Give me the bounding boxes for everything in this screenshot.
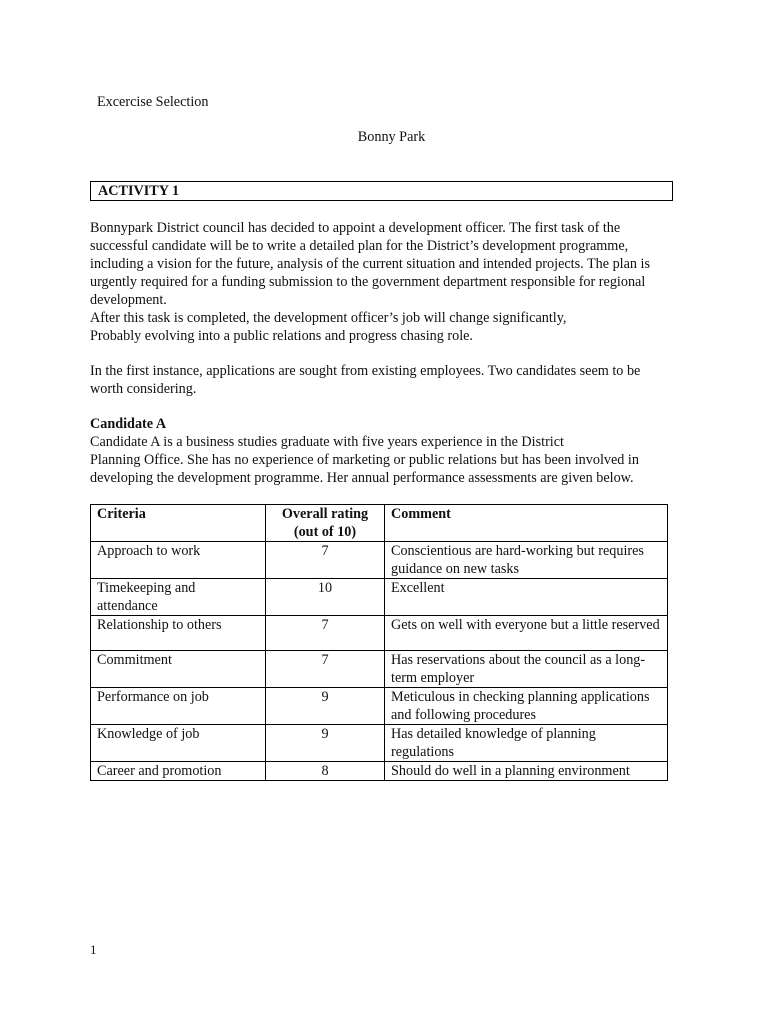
table-row [91,688,668,725]
paragraph-line: Candidate A is a business studies graduate with five years experience in the District [90,434,564,450]
rating-cell: 7 [266,542,385,579]
rating-cell: 8 [266,762,385,781]
comment-cell: Gets on well with everyone but a little reserved [385,616,668,651]
table-row [91,651,668,688]
table-row [91,542,668,579]
candidate-paragraph [90,433,690,487]
applications-paragraph [90,362,690,398]
intro-paragraph [90,219,690,345]
candidate-heading: Candidate A [90,416,167,432]
paragraph-line: Probably evolving into a public relations and progress chasing role. [90,328,473,344]
table-row [91,725,668,762]
criteria-cell: Career and promotion [91,762,266,781]
activity-heading: ACTIVITY 1 [90,181,673,201]
table-row [91,579,668,616]
document-subtitle: Bonny Park [357,129,426,145]
criteria-cell: Commitment [91,651,266,688]
rating-cell: 7 [266,616,385,651]
criteria-header: Criteria [91,505,266,542]
rating-header [266,505,385,542]
paragraph-line: worth considering. [90,381,197,397]
comment-header: Comment [385,505,668,542]
rating-header-line: (out of 10) [293,524,357,540]
criteria-cell: Timekeeping and attendance [91,579,266,616]
comment-cell: Excellent [385,579,668,616]
rating-cell: 7 [266,651,385,688]
rating-cell: 9 [266,725,385,762]
criteria-cell: Relationship to others [91,616,266,651]
paragraph-line: successful candidate will be to write a detailed plan for the District’s development programme, [90,238,629,254]
table-row [91,616,668,651]
page-number: 1 [90,942,97,957]
rating-header-line: Overall rating [281,506,369,522]
table-header-row [91,505,668,542]
rating-cell: 10 [266,579,385,616]
criteria-cell: Approach to work [91,542,266,579]
rating-cell: 9 [266,688,385,725]
paragraph-line: Planning Office. She has no experience of marketing or public relations but has been involved in [90,452,639,468]
comment-cell: Conscientious are hard-working but requires guidance on new tasks [385,542,668,579]
comment-cell: Meticulous in checking planning applications and following procedures [385,688,668,725]
paragraph-line: In the first instance, applications are sought from existing employees. Two candidates seem to be [90,363,641,379]
comment-cell: Should do well in a planning environment [385,762,668,781]
comment-cell: Has detailed knowledge of planning regulations [385,725,668,762]
comment-cell: Has reservations about the council as a long-term employer [385,651,668,688]
paragraph-line: urgently required for a funding submission to the government department responsible for regional [90,274,646,290]
paragraph-line: Bonnypark District council has decided to appoint a development officer. The first task of the [90,220,621,236]
performance-table [90,504,668,781]
paragraph-line: After this task is completed, the development officer’s job will change significantly, [90,310,567,326]
paragraph-line: developing the development programme. Her annual performance assessments are given below. [90,470,634,486]
paragraph-line: development. [90,292,167,308]
paragraph-line: including a vision for the future, analysis of the current situation and intended projects. The plan is [90,256,651,272]
criteria-cell: Knowledge of job [91,725,266,762]
document-title: Excercise Selection [97,94,209,110]
criteria-cell: Performance on job [91,688,266,725]
table-row [91,762,668,781]
